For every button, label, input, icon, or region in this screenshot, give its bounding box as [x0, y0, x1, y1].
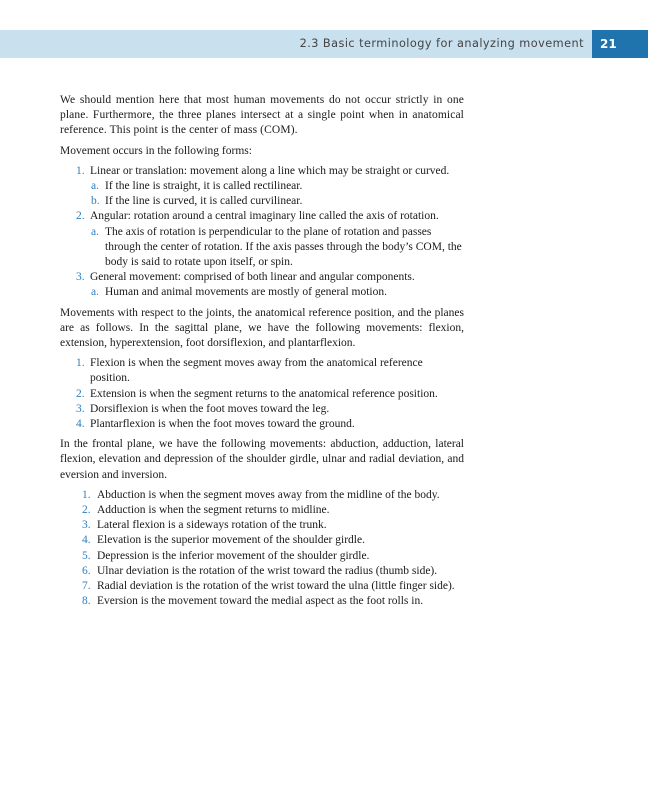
- list-item-text: Angular: rotation around a central imaginary line called the axis of rotation.: [90, 210, 439, 223]
- list-item: [60, 209, 464, 224]
- intro-paragraph: We should mention here that most human movements do not occur strictly in one plane. Furthermore, the three planes intersect at a single point when in anatomical reference. This point is the center of mass (COM).: [60, 94, 464, 137]
- list-marker: a.: [91, 180, 99, 193]
- list-item: [60, 356, 464, 386]
- frontal-movements-list: [60, 488, 464, 610]
- list-item-text: Extension is when the segment returns to the anatomical reference position.: [90, 387, 438, 400]
- list-marker: 4.: [82, 534, 91, 547]
- list-marker: 1.: [76, 357, 85, 370]
- forms-intro-paragraph: Movement occurs in the following forms:: [60, 144, 252, 157]
- sub-list-item: [60, 225, 464, 271]
- list-item: [60, 488, 464, 503]
- list-item: [60, 594, 464, 609]
- list-item: [60, 402, 464, 417]
- list-marker: a.: [91, 286, 99, 299]
- page-number: 21: [592, 30, 648, 58]
- list-marker: 1.: [82, 488, 91, 501]
- list-item-text: Human and animal movements are mostly of general motion.: [105, 286, 387, 299]
- sub-list-item: [60, 285, 464, 300]
- list-marker: 2.: [76, 210, 85, 223]
- list-item-text: Adduction is when the segment returns to midline.: [97, 504, 330, 517]
- list-marker: a.: [91, 225, 99, 238]
- list-marker: 2.: [76, 387, 85, 400]
- list-marker: 2.: [82, 504, 91, 517]
- list-marker: 8.: [82, 595, 91, 608]
- list-item: [60, 549, 464, 564]
- list-item: [60, 164, 464, 179]
- list-item: [60, 564, 464, 579]
- list-item: [60, 579, 464, 594]
- page-body: [60, 93, 464, 610]
- list-item: [60, 518, 464, 533]
- list-item-text: Flexion is when the segment moves away from the anatomical reference position.: [90, 357, 423, 385]
- list-marker: 1.: [76, 164, 85, 177]
- sagittal-intro-paragraph: Movements with respect to the joints, the anatomical reference position, and the planes are as follows. In the sagittal plane, we have the following movements: flexion, extension, hyperextension, foot dorsiflexion, and plantarflexion.: [60, 306, 464, 350]
- movement-forms-list: [60, 164, 464, 301]
- list-item-text: Ulnar deviation is the rotation of the wrist toward the radius (thumb side).: [97, 564, 438, 577]
- list-item-text: Eversion is the movement toward the medial aspect as the foot rolls in.: [97, 595, 424, 608]
- list-item-text: Abduction is when the segment moves away from the midline of the body.: [97, 488, 440, 501]
- list-item-text: Elevation is the superior movement of the shoulder girdle.: [97, 534, 365, 547]
- list-item: [60, 387, 464, 402]
- list-item-text: Radial deviation is the rotation of the wrist toward the ulna (little finger side).: [97, 580, 455, 593]
- list-item: [60, 417, 464, 432]
- list-item-text: General movement: comprised of both linear and angular components.: [90, 271, 415, 284]
- running-header: [0, 30, 592, 58]
- list-item: [60, 503, 464, 518]
- list-marker: 7.: [82, 580, 91, 593]
- list-item: [60, 270, 464, 285]
- frontal-intro-paragraph: In the frontal plane, we have the following movements: abduction, adduction, lateral flexion, elevation and depression of the shoulder girdle, ulnar and radial deviation, and eversion and inversion.: [60, 438, 464, 481]
- list-item-text: Plantarflexion is when the foot moves toward the ground.: [90, 418, 355, 431]
- list-marker: 4.: [76, 418, 85, 431]
- list-item-text: Depression is the inferior movement of the shoulder girdle.: [97, 549, 370, 562]
- list-item-text: The axis of rotation is perpendicular to the plane of rotation and passes through the center of rotation. If the axis passes through the body’s COM, the body is said to rotate upon itself, or spin.: [105, 225, 462, 269]
- list-item-text: If the line is curved, it is called curvilinear.: [105, 195, 303, 208]
- list-item-text: Lateral flexion is a sideways rotation of the trunk.: [97, 519, 327, 532]
- list-marker: b.: [91, 195, 100, 208]
- list-item-text: Linear or translation: movement along a line which may be straight or curved.: [90, 164, 450, 177]
- list-item: [60, 533, 464, 548]
- list-marker: 5.: [82, 549, 91, 562]
- list-marker: 6.: [82, 564, 91, 577]
- list-marker: 3.: [76, 271, 85, 284]
- sagittal-movements-list: [60, 356, 464, 432]
- list-item-text: If the line is straight, it is called rectilinear.: [105, 180, 303, 193]
- list-item-text: Dorsiflexion is when the foot moves toward the leg.: [90, 402, 330, 415]
- running-header-title: 2.3 Basic terminology for analyzing movement: [299, 37, 584, 50]
- list-marker: 3.: [82, 519, 91, 532]
- sub-list-item: [60, 179, 464, 194]
- sub-list-item: [60, 194, 464, 209]
- list-marker: 3.: [76, 402, 85, 415]
